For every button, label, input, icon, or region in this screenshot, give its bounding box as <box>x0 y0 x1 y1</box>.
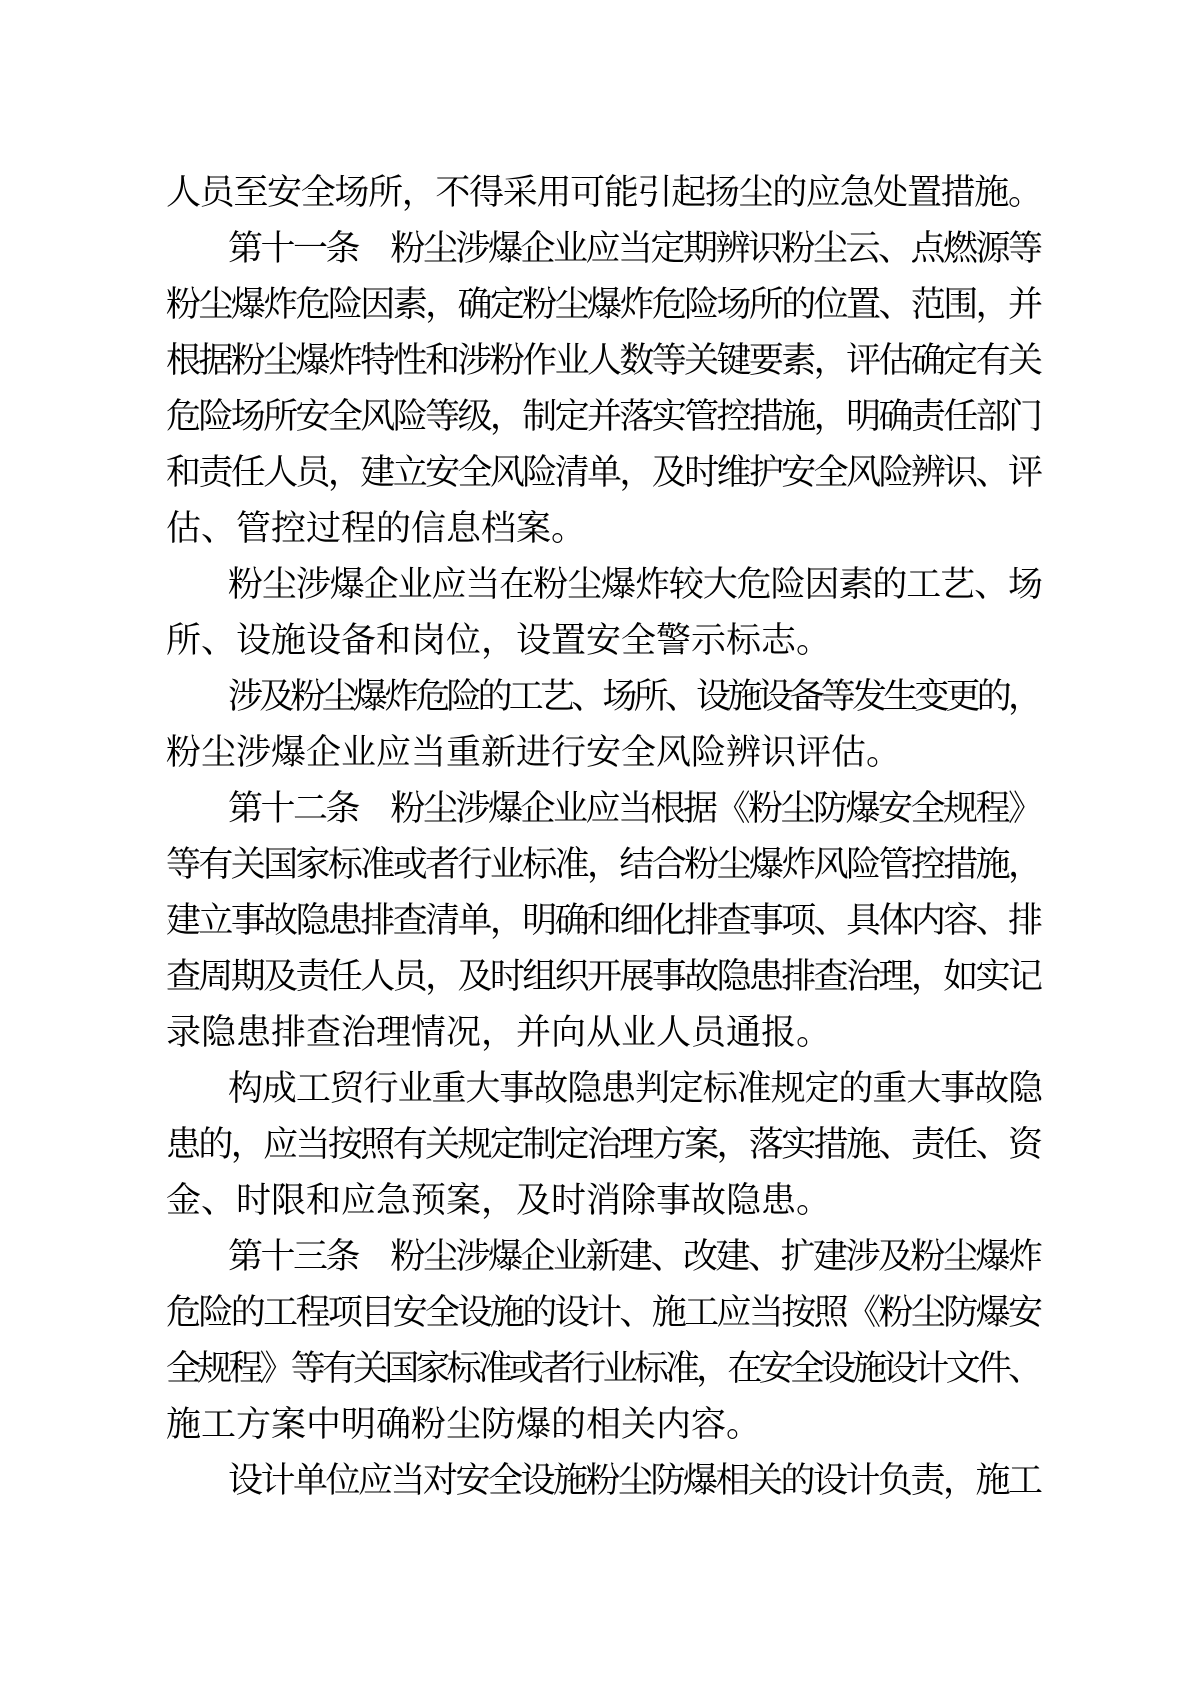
text-line <box>166 893 1043 949</box>
text-line-content: 估、管控过程的信息档案。 <box>166 509 587 548</box>
text-line-content: 查周期及责任人员，及时组织开展事故隐患排查治理，如实记 <box>166 957 1041 996</box>
text-line-content: 设计单位应当对安全设施粉尘防爆相关的设计负责，施工 <box>228 1461 1041 1500</box>
text-line-content: 危险场所安全风险等级，制定并落实管控措施，明确责任部门 <box>166 397 1041 436</box>
text-line <box>166 669 1043 725</box>
text-line-content: 第十三条 粉尘涉爆企业新建、改建、扩建涉及粉尘爆炸 <box>228 1237 1041 1276</box>
text-line <box>166 1061 1043 1117</box>
text-line <box>166 1117 1043 1173</box>
text-line <box>166 333 1043 389</box>
text-line <box>166 277 1043 333</box>
text-line-content: 粉尘涉爆企业应当在粉尘爆炸较大危险因素的工艺、场 <box>228 565 1042 604</box>
document-body <box>166 165 1043 1509</box>
text-line-content: 建立事故隐患排查清单，明确和细化排查事项、具体内容、排 <box>166 901 1041 940</box>
text-line-content: 第十一条 粉尘涉爆企业应当定期辨识粉尘云、点燃源等 <box>228 229 1041 268</box>
text-line <box>166 501 1043 557</box>
text-line-content: 粉尘涉爆企业应当重新进行安全风险辨识评估。 <box>166 733 902 772</box>
text-line-content: 所、设施设备和岗位，设置安全警示标志。 <box>166 621 832 660</box>
text-line <box>166 1229 1043 1285</box>
text-line-content: 患的，应当按照有关规定制定治理方案，落实措施、责任、资 <box>166 1125 1041 1164</box>
text-line <box>166 725 1043 781</box>
text-line <box>166 837 1043 893</box>
text-line-content: 粉尘爆炸危险因素，确定粉尘爆炸危险场所的位置、范围，并 <box>166 285 1041 324</box>
text-line <box>166 165 1043 221</box>
text-line-content: 根据粉尘爆炸特性和涉粉作业人数等关键要素，评估确定有关 <box>166 341 1041 380</box>
text-line <box>166 613 1043 669</box>
text-line <box>166 781 1043 837</box>
text-line-content: 人员至安全场所，不得采用可能引起扬尘的应急处置措施。 <box>166 173 1042 212</box>
text-line-content: 和责任人员，建立安全风险清单，及时维护安全风险辨识、评 <box>166 453 1041 492</box>
text-line <box>166 1005 1043 1061</box>
text-line-content: 等有关国家标准或者行业标准，结合粉尘爆炸风险管控措施， <box>166 845 1041 884</box>
text-line <box>166 557 1043 613</box>
text-line <box>166 1453 1043 1509</box>
text-line <box>166 221 1043 277</box>
text-line-content: 构成工贸行业重大事故隐患判定标准规定的重大事故隐 <box>228 1069 1042 1108</box>
text-line-content: 录隐患排查治理情况，并向从业人员通报。 <box>166 1013 832 1052</box>
text-line-content: 涉及粉尘爆炸危险的工艺、场所、设施设备等发生变更的， <box>228 677 1040 716</box>
text-line <box>166 445 1043 501</box>
text-line <box>166 1397 1043 1453</box>
text-line-content: 第十二条 粉尘涉爆企业应当根据《粉尘防爆安全规程》 <box>228 789 1041 828</box>
text-line-content: 施工方案中明确粉尘防爆的相关内容。 <box>166 1405 762 1444</box>
text-line-content: 危险的工程项目安全设施的设计、施工应当按照《粉尘防爆安 <box>166 1293 1041 1332</box>
text-line-content: 全规程》等有关国家标准或者行业标准，在安全设施设计文件、 <box>166 1349 1040 1388</box>
text-line <box>166 1285 1043 1341</box>
text-line <box>166 1341 1043 1397</box>
text-line <box>166 949 1043 1005</box>
text-line <box>166 389 1043 445</box>
text-line-content: 金、时限和应急预案，及时消除事故隐患。 <box>166 1181 832 1220</box>
text-line <box>166 1173 1043 1229</box>
